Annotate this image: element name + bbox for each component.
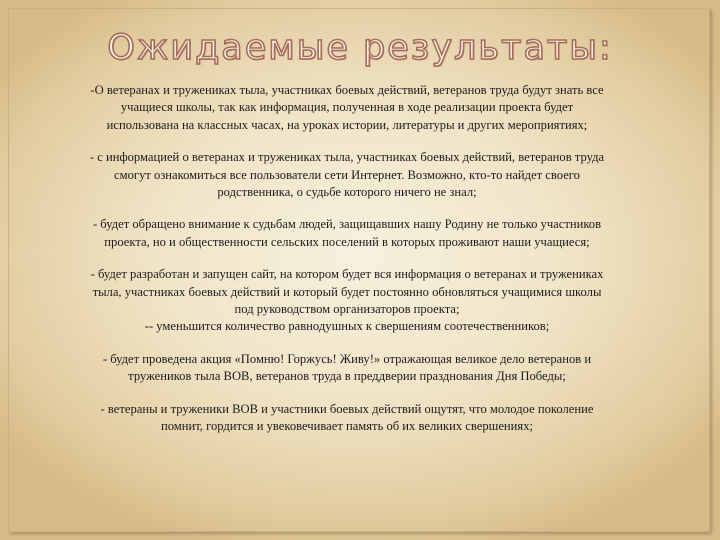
paragraph-line: - будет проведена акция «Помню! Горжусь! Живу!» отражающая великое дело ветеранов и: [102, 351, 592, 366]
paragraph-line: проекта, но и общественности сельских поселений в которых проживают наши учащиеся;: [104, 234, 590, 249]
result-paragraph-campaign: [36, 351, 658, 386]
slide-title: Ожидаемые результаты:: [107, 28, 613, 68]
paragraph-line: учащиеся школы, так как информация, полученная в ходе реализации проекта будет: [120, 100, 574, 115]
paragraph-line: - будет разработан и запущен сайт, на котором будет вся информация о ветеранах и тружениках: [90, 267, 604, 282]
paragraph-line: -О ветеранах и тружениках тыла, участниках боевых действий, ветеранов труда будут знать все: [90, 83, 604, 97]
result-paragraph-internet: [36, 149, 658, 201]
results-list: [36, 82, 658, 451]
paragraph-line: использована на классных часах, на уроках истории, литературы и других мероприятиях;: [106, 117, 588, 132]
paragraph-line: тружеников тыла ВОВ, ветеранов труда в преддверии празднования Дня Победы;: [128, 369, 566, 384]
paragraph-line: под руководством организаторов проекта;: [234, 302, 460, 317]
paragraph-line: родственника, о судьбе которого ничего не знал;: [217, 185, 477, 200]
paragraph-line: помнит, гордится и увековечивает память об их великих свершениях;: [161, 419, 533, 434]
paragraph-line: - ветераны и труженики ВОВ и участники боевых действий ощутят, что молодое поколение: [100, 401, 594, 416]
paragraph-line: -- уменьшится количество равнодушных к свершениям соотечественников;: [144, 319, 550, 334]
result-paragraph-veterans: [36, 401, 658, 436]
paragraph-line: тыла, участниках боевых действий и который будет постоянно обновляться учащимися школы: [92, 284, 602, 299]
paragraph-line: - будет обращено внимание к судьбам людей, защищавших нашу Родину не только участников: [92, 217, 602, 232]
paragraph-line: смогут ознакомиться все пользователи сети Интернет. Возможно, кто-то найдет своего: [114, 167, 580, 182]
paragraph-line: - с информацией о ветеранах и тружениках тыла, участниках боевых действий, ветеранов труда: [89, 150, 605, 165]
result-paragraph-students: [36, 82, 658, 134]
result-paragraph-attention: [36, 216, 658, 251]
result-paragraph-website: [36, 266, 658, 336]
